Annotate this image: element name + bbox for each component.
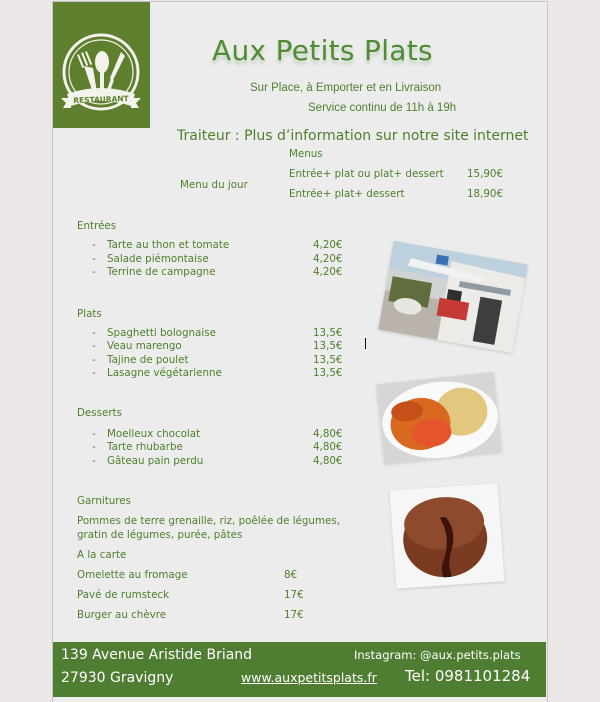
svg-text:RESTAURANT: RESTAURANT xyxy=(73,94,129,105)
menu-item xyxy=(92,354,352,367)
item-name: Terrine de campagne xyxy=(107,266,216,278)
item-price: 13,5€ xyxy=(313,340,343,352)
instagram-handle[interactable]: Instagram: @aux.petits.plats xyxy=(354,648,521,662)
section-title-plats: Plats xyxy=(77,308,102,320)
menu-item xyxy=(92,239,352,252)
item-name: Veau marengo xyxy=(107,340,182,352)
bullet: - xyxy=(92,340,96,352)
restaurant-title: Aux Petits Plats xyxy=(212,34,433,67)
traiteur-notice: Traiteur : Plus d’information sur notre site internet xyxy=(177,128,529,144)
bullet: - xyxy=(92,367,96,379)
menu-option-price: 18,90€ xyxy=(467,188,504,200)
item-price: 13,5€ xyxy=(313,354,343,366)
footer-bar xyxy=(53,642,546,697)
item-name: Tarte au thon et tomate xyxy=(107,239,230,251)
item-price: 4,80€ xyxy=(313,441,343,453)
item-name: Gâteau pain perdu xyxy=(107,455,204,467)
bullet: - xyxy=(92,441,96,453)
phone-number: Tel: 0981101284 xyxy=(405,667,531,685)
garnitures-line: Pommes de terre grenaille, riz, poêlée de légumes, xyxy=(77,515,340,527)
section-title-desserts: Desserts xyxy=(77,407,122,419)
bullet: - xyxy=(92,354,96,366)
website-link[interactable]: www.auxpetitsplats.fr xyxy=(241,670,377,685)
menu-item xyxy=(92,441,352,454)
cutlery-logo-icon xyxy=(53,2,150,128)
garnitures-line: gratin de légumes, purée, pâtes xyxy=(77,529,243,541)
item-price: 4,20€ xyxy=(313,266,343,278)
carte-item-name: Omelette au fromage xyxy=(77,569,188,581)
section-title-garnitures: Garnitures xyxy=(77,495,131,507)
item-price: 4,20€ xyxy=(313,239,343,251)
bullet: - xyxy=(92,455,96,467)
item-name: Moelleux chocolat xyxy=(107,428,201,440)
section-title-a-la-carte: A la carte xyxy=(77,549,127,561)
address-street: 139 Avenue Aristide Briand xyxy=(61,647,253,663)
menu-item xyxy=(92,266,352,279)
lava-cake-photo xyxy=(390,483,505,588)
text-cursor xyxy=(365,338,366,349)
bullet: - xyxy=(92,327,96,339)
item-name: Salade piémontaise xyxy=(107,253,209,265)
tajine-photo xyxy=(376,372,502,464)
bullet: - xyxy=(92,253,96,265)
carte-item-price: 17€ xyxy=(284,589,304,601)
carte-item-price: 17€ xyxy=(284,609,304,621)
carte-item-name: Pavé de rumsteck xyxy=(77,589,170,601)
menu-item xyxy=(92,455,352,468)
item-name: Tarte rhubarbe xyxy=(107,441,183,453)
item-name: Lasagne végétarienne xyxy=(107,367,222,379)
item-name: Tajine de poulet xyxy=(107,354,189,366)
restaurant-logo xyxy=(53,2,150,128)
item-price: 13,5€ xyxy=(313,327,343,339)
menu-option-name: Entrée+ plat+ dessert xyxy=(289,188,405,200)
item-price: 4,80€ xyxy=(313,428,343,440)
carte-item-name: Burger au chèvre xyxy=(77,609,167,621)
item-name: Spaghetti bolognaise xyxy=(107,327,216,339)
menu-item xyxy=(92,428,352,441)
menu-item xyxy=(92,253,352,266)
menu-item xyxy=(92,367,352,380)
carte-item-price: 8€ xyxy=(284,569,298,581)
bullet: - xyxy=(92,266,96,278)
service-modes: Sur Place, à Emporter et en Livraison xyxy=(250,82,442,94)
bullet: - xyxy=(92,428,96,440)
item-price: 4,80€ xyxy=(313,455,343,467)
item-price: 13,5€ xyxy=(313,367,343,379)
menu-option-price: 15,90€ xyxy=(467,168,504,180)
item-price: 4,20€ xyxy=(313,253,343,265)
bullet: - xyxy=(92,239,96,251)
menu-item xyxy=(92,327,352,340)
menu-item xyxy=(92,340,352,353)
address-city: 27930 Gravigny xyxy=(61,670,174,686)
menu-option-name: Entrée+ plat ou plat+ dessert xyxy=(289,168,444,180)
section-title-entrees: Entrées xyxy=(77,220,117,232)
menu-du-jour-label: Menu du jour xyxy=(180,179,248,191)
menus-heading: Menus xyxy=(289,148,323,160)
opening-hours: Service continu de 11h à 19h xyxy=(308,102,457,114)
